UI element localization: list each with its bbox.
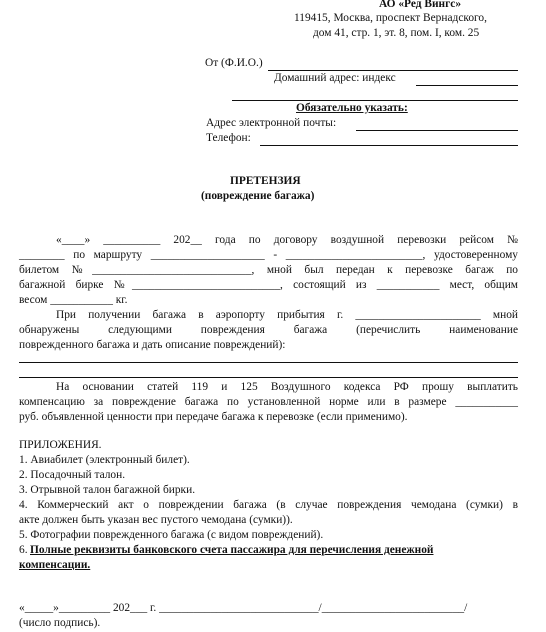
addressee-company: АО «Ред Вингс» — [379, 0, 462, 10]
signature-caption: (число подпись). — [19, 617, 101, 629]
email-label: Адрес электронной почты: — [206, 117, 337, 129]
body-line-2: ________ по маршруту ____________________ - ________________________, удостоверенному — [19, 249, 518, 261]
phone-label: Телефон: — [206, 132, 251, 144]
damage-description-line-1 — [19, 362, 518, 363]
attachment-item-1: 1. Авиабилет (электронный билет). — [19, 454, 190, 466]
body-line-10: компенсацию за повреждение багажа по установленной норме или в размере ___________ — [19, 396, 518, 408]
attachment-item-5: 5. Фотографии поврежденного багажа (с видом повреждений). — [19, 529, 324, 541]
body-line-3: билетом №____________________________, мной был передан к перевозке багаж по — [19, 264, 518, 276]
attachment-item-6b: компенсации. — [19, 559, 91, 571]
home-address-label: Домашний адрес: индекс — [274, 72, 396, 84]
attachment-item-6-number: 6. — [19, 544, 28, 556]
attachments-heading: ПРИЛОЖЕНИЯ. — [19, 439, 102, 451]
attachment-item-4a: 4. Коммерческий акт о повреждении багажа (в случае повреждения чемодана (сумки) в — [19, 499, 518, 511]
addressee-address-line1: 119415, Москва, проспект Вернадского, — [294, 12, 487, 24]
home-address-line — [416, 85, 518, 86]
document-title: ПРЕТЕНЗИЯ — [230, 175, 301, 187]
email-line — [356, 130, 518, 131]
attachment-item-6a: Полные реквизиты банковского счета пассажира для перечисления денежной — [30, 544, 434, 556]
attachment-item-3: 3. Отрывной талон багажной бирки. — [19, 484, 196, 496]
attachment-item-2: 2. Посадочный талон. — [19, 469, 126, 481]
body-line-8: поврежденного багажа и дать описание повреждений): — [19, 339, 286, 351]
body-line-11: руб. объявленной ценности при передаче багажа к перевозке (если применимо). — [19, 411, 408, 423]
document-subtitle: (повреждение багажа) — [201, 190, 315, 202]
mandatory-label: Обязательно указать: — [296, 102, 408, 114]
body-line-7: обнаружены следующими повреждения багажа (перечислить наименование — [19, 324, 518, 336]
damage-description-line-2 — [19, 377, 518, 378]
body-line-4: багажной бирке №__________________________, состоящий из ___________ мест, общим — [19, 279, 518, 291]
body-line-5: весом ___________ кг. — [19, 294, 128, 306]
body-line-9: На основании статей 119 и 125 Воздушного кодекса РФ прошу выплатить — [56, 381, 518, 393]
phone-line — [260, 145, 518, 146]
from-label: От (Ф.И.О.) — [205, 57, 263, 69]
signature-date-line: «_____»_________ 202___ г. ____________________________/_________________________/ — [19, 602, 468, 614]
body-line-6: При получении багажа в аэропорту прибытия г. ______________________ мной — [56, 309, 518, 321]
attachment-item-4b: акте должен быть указан вес пустого чемодана (сумки)). — [19, 514, 293, 526]
body-line-1: «____» __________ 202__ года по договору воздушной перевозки рейсом № — [56, 234, 518, 246]
addressee-address-line2: дом 41, стр. 1, эт. 8, пом. I, ком. 25 — [313, 27, 480, 39]
